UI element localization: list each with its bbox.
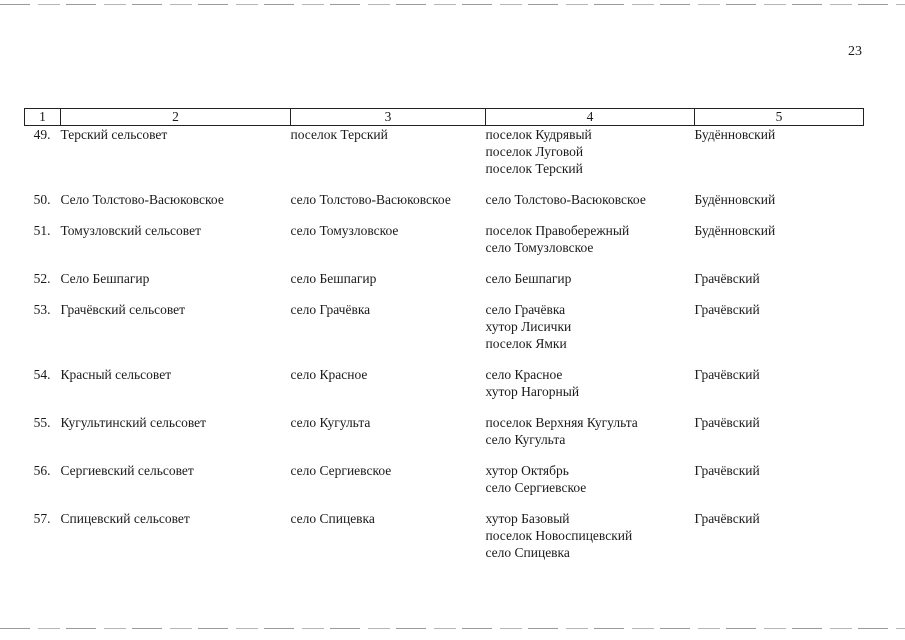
settlement-item: село Кугульта (485, 432, 566, 447)
settlement-item: поселок Правобережный (485, 223, 630, 238)
municipalities-table (24, 108, 864, 575)
settlement-item: поселок Терский (485, 161, 583, 176)
row-number: 51. (33, 223, 51, 238)
settlement-item: хутор Нагорный (485, 384, 580, 399)
row-number: 55. (33, 415, 51, 430)
row-number: 53. (33, 302, 51, 317)
table-row (25, 510, 864, 575)
header-col-3: 3 (291, 109, 486, 126)
row-number: 54. (33, 367, 51, 382)
row-number: 56. (33, 463, 51, 478)
district-name: Будённовский (694, 223, 776, 238)
settlements-cell (486, 191, 695, 222)
administrative-center: село Грачёвка (290, 302, 371, 317)
table-row (25, 366, 864, 414)
settlement-item: поселок Верхняя Кугульта (485, 415, 638, 430)
district-name: Грачёвский (694, 463, 760, 478)
district-name: Грачёвский (694, 367, 760, 382)
municipality-name: Грачёвский сельсовет (60, 302, 186, 317)
settlements-cell (486, 462, 695, 510)
municipality-name: Спицевский сельсовет (60, 511, 190, 526)
settlement-item: поселок Кудрявый (485, 127, 592, 142)
settlements-cell (486, 270, 695, 301)
header-col-2: 2 (61, 109, 291, 126)
table-row (25, 222, 864, 270)
district-name: Будённовский (694, 127, 776, 142)
settlements-cell (486, 510, 695, 575)
district-name: Будённовский (694, 192, 776, 207)
settlement-item: хутор Октябрь (485, 463, 569, 478)
table-row (25, 301, 864, 366)
settlement-item: село Сергиевское (485, 480, 587, 495)
header-col-1: 1 (25, 109, 61, 126)
settlement-item: поселок Ямки (485, 336, 567, 351)
district-name: Грачёвский (694, 302, 760, 317)
table-row (25, 126, 864, 192)
municipality-name: Красный сельсовет (60, 367, 172, 382)
municipality-name: Кугультинский сельсовет (60, 415, 207, 430)
settlements-cell (486, 126, 695, 192)
administrative-center: село Спицевка (290, 511, 375, 526)
administrative-center: село Толстово-Васюковское (290, 192, 451, 207)
table-row (25, 462, 864, 510)
settlement-item: хутор Лисички (485, 319, 572, 334)
municipality-name: Село Бешпагир (60, 271, 150, 286)
settlement-item: село Красное (485, 367, 563, 382)
scan-edge-top (0, 4, 905, 5)
row-number: 49. (33, 127, 51, 142)
page-number: 23 (848, 44, 862, 59)
district-name: Грачёвский (694, 271, 760, 286)
table-row (25, 414, 864, 462)
row-number: 52. (33, 271, 51, 286)
settlement-item: село Томузловское (485, 240, 594, 255)
settlements-cell (486, 301, 695, 366)
administrative-center: село Кугульта (290, 415, 371, 430)
administrative-center: село Красное (290, 367, 368, 382)
table-body (25, 126, 864, 576)
district-name: Грачёвский (694, 511, 760, 526)
settlement-item: село Толстово-Васюковское (485, 192, 646, 207)
settlements-cell (486, 222, 695, 270)
scan-edge-bottom (0, 628, 905, 629)
settlement-item: село Спицевка (485, 545, 570, 560)
table-row (25, 191, 864, 222)
header-col-5: 5 (695, 109, 864, 126)
administrative-center: поселок Терский (290, 127, 388, 142)
settlement-item: поселок Новоспицевский (485, 528, 633, 543)
settlement-item: хутор Базовый (485, 511, 570, 526)
settlements-cell (486, 414, 695, 462)
municipality-name: Терский сельсовет (60, 127, 168, 142)
administrative-center: село Томузловское (290, 223, 399, 238)
settlement-item: поселок Луговой (485, 144, 584, 159)
municipality-name: Село Толстово-Васюковское (60, 192, 224, 207)
row-number: 50. (33, 192, 51, 207)
header-row (25, 109, 864, 126)
municipality-name: Сергиевский сельсовет (60, 463, 194, 478)
row-number: 57. (33, 511, 51, 526)
administrative-center: село Сергиевское (290, 463, 392, 478)
administrative-center: село Бешпагир (290, 271, 377, 286)
district-name: Грачёвский (694, 415, 760, 430)
table-row (25, 270, 864, 301)
header-col-4: 4 (486, 109, 695, 126)
settlement-item: село Грачёвка (485, 302, 566, 317)
municipality-name: Томузловский сельсовет (60, 223, 201, 238)
settlements-cell (486, 366, 695, 414)
settlement-item: село Бешпагир (485, 271, 572, 286)
